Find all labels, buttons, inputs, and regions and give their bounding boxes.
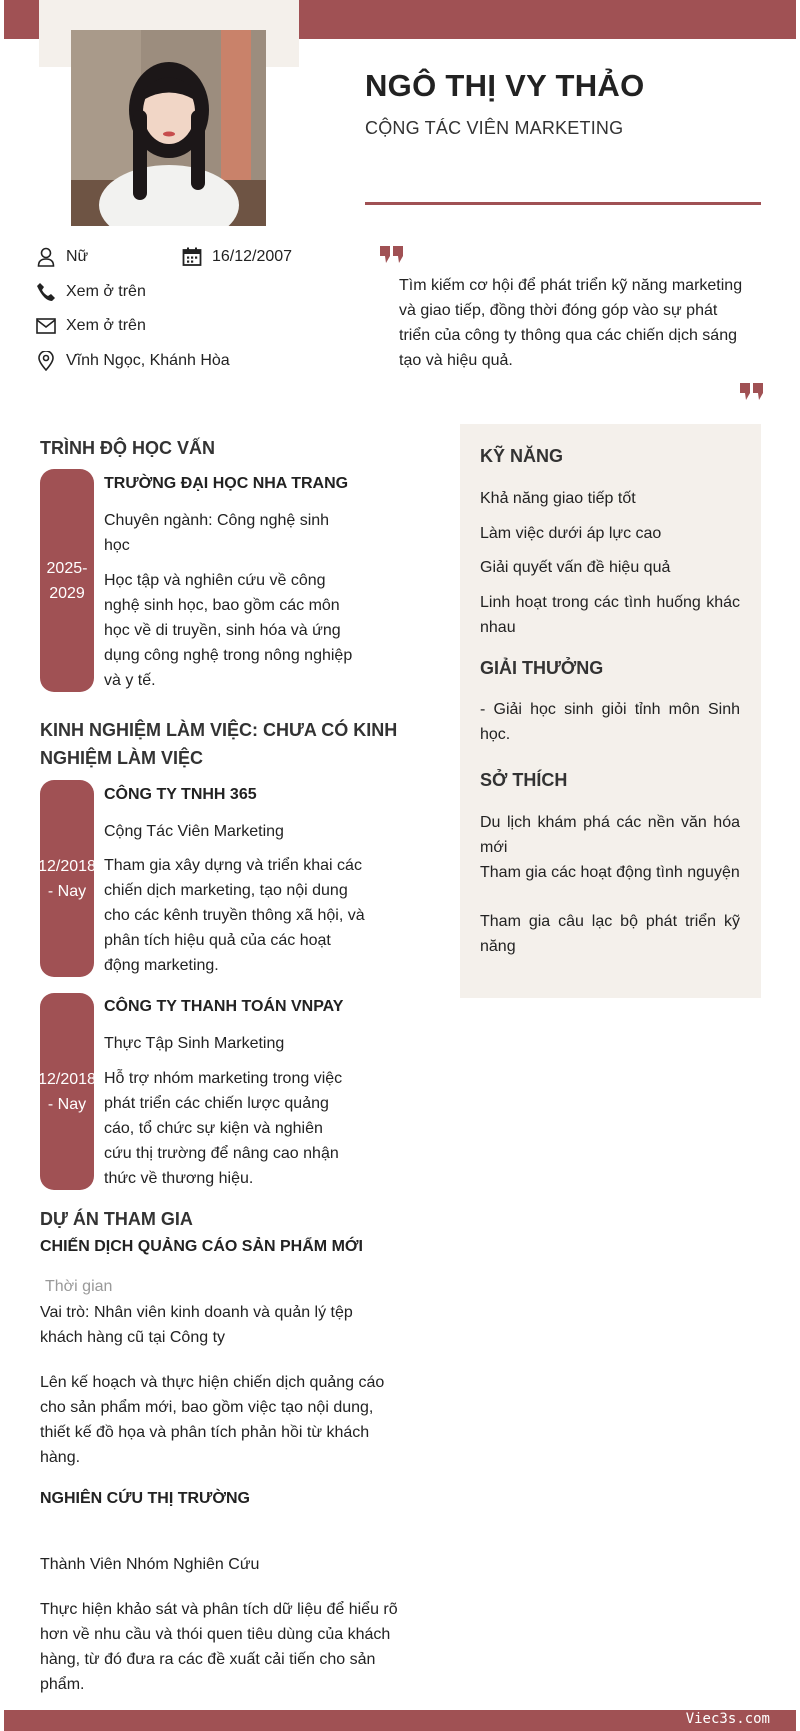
- awards-title: GIẢI THƯỞNG: [480, 658, 604, 678]
- title-divider: [365, 202, 761, 205]
- project-description: Thực hiện khảo sát và phân tích dữ liệu để hiểu rõ hơn về nhu cầu và thói quen tiêu dùng của khách hàng, từ đó đưa ra các đề xuất cải tiến cho sản phẩm.: [40, 1601, 398, 1693]
- birthday-value: 16/12/2007: [212, 248, 293, 265]
- phone-icon: [36, 282, 56, 302]
- quote-close-icon: [740, 383, 764, 406]
- skill-item: Linh hoạt trong các tình huống khác nhau: [480, 594, 740, 636]
- experience-description: Hỗ trợ nhóm marketing trong việc phát triển các chiến lược quảng cáo, tổ chức sự kiện và nghiên cứu thị trường để nâng cao nhận thức về thương hiệu.: [104, 1070, 343, 1187]
- gender-info: [36, 247, 88, 267]
- birthday-info: [182, 247, 292, 267]
- footer-bar: [4, 1710, 796, 1731]
- education-date: 2025-2029: [40, 469, 94, 692]
- career-objective: Tìm kiếm cơ hội để phát triển kỹ năng marketing và giao tiếp, đồng thời đóng góp vào sự phát triển của công ty thông qua các chiến dịch sáng tạo và hiệu quả.: [399, 277, 743, 369]
- phone-info: [36, 282, 146, 302]
- experience-title: KINH NGHIỆM LÀM VIỆC: CHƯA CÓ KINH NGHIỆM LÀM VIỆC: [40, 720, 398, 768]
- experience-date: 12/2018 - Nay: [40, 780, 94, 977]
- projects-title: DỰ ÁN THAM GIA: [40, 1209, 193, 1229]
- skill-item: Giải quyết vấn đề hiệu quả: [480, 559, 671, 576]
- gender-value: Nữ: [66, 248, 89, 265]
- award-item: - Giải học sinh giỏi tỉnh môn Sinh học.: [480, 701, 740, 743]
- email-info: [36, 316, 146, 336]
- candidate-name: NGÔ THỊ VY THẢO: [365, 68, 645, 103]
- hobby-item: Du lịch khám phá các nền văn hóa mới: [480, 814, 740, 856]
- experience-description: Tham gia xây dựng và triển khai các chiến dịch marketing, tạo nội dung cho các kênh truyền thông xã hội, và phân tích hiệu quả của các hoạt động marketing.: [104, 857, 365, 974]
- quote-open-icon: [380, 246, 404, 269]
- experience-role: Cộng Tác Viên Marketing: [104, 823, 284, 840]
- calendar-icon: [182, 247, 202, 267]
- project-name: NGHIÊN CỨU THỊ TRƯỜNG: [40, 1490, 250, 1507]
- hobbies-title: SỞ THÍCH: [480, 770, 568, 790]
- user-icon: [36, 247, 56, 267]
- project-description: Lên kế hoạch và thực hiện chiến dịch quảng cáo cho sản phẩm mới, bao gồm việc tạo nội dung, thiết kế đồ họa và phân tích phản hồi từ khách hàng.: [40, 1374, 385, 1466]
- education-major: Chuyên ngành: Công nghệ sinh học: [104, 512, 330, 554]
- profile-photo: [71, 30, 266, 226]
- address-info: [36, 351, 230, 371]
- experience-date: 12/2018 - Nay: [40, 993, 94, 1190]
- mail-icon: [36, 316, 56, 336]
- address-value: Vĩnh Ngọc, Khánh Hòa: [66, 352, 230, 369]
- experience-company: CÔNG TY THANH TOÁN VNPAY: [104, 998, 344, 1015]
- skills-title: KỸ NĂNG: [480, 446, 564, 466]
- project-role: Vai trò: Nhân viên kinh doanh và quản lý tệp khách hàng cũ tại Công ty: [40, 1304, 353, 1346]
- phone-value: Xem ở trên: [66, 283, 146, 300]
- footer-watermark: Viec3s.com: [685, 1711, 770, 1727]
- education-school: TRƯỜNG ĐẠI HỌC NHA TRANG: [104, 475, 349, 492]
- skill-item: Khả năng giao tiếp tốt: [480, 490, 636, 507]
- experience-company: CÔNG TY TNHH 365: [104, 786, 257, 803]
- project-time: Thời gian: [45, 1278, 113, 1295]
- skill-item: Làm việc dưới áp lực cao: [480, 525, 662, 542]
- project-name: CHIẾN DỊCH QUẢNG CÁO SẢN PHẨM MỚI: [40, 1238, 363, 1255]
- email-value: Xem ở trên: [66, 317, 146, 334]
- education-description: Học tập và nghiên cứu về công nghệ sinh học, bao gồm các môn học về di truyền, sinh hóa và ứng dụng công nghệ trong nông nghiệp và y tế.: [104, 572, 353, 689]
- location-pin-icon: [36, 351, 56, 371]
- experience-role: Thực Tập Sinh Marketing: [104, 1035, 285, 1052]
- hobby-item: Tham gia câu lạc bộ phát triển kỹ năng: [480, 913, 740, 955]
- hobby-item: Tham gia các hoạt động tình nguyện: [480, 864, 740, 881]
- candidate-position: CỘNG TÁC VIÊN MARKETING: [365, 118, 624, 138]
- education-title: TRÌNH ĐỘ HỌC VẤN: [40, 438, 215, 458]
- project-role: Thành Viên Nhóm Nghiên Cứu: [40, 1556, 260, 1573]
